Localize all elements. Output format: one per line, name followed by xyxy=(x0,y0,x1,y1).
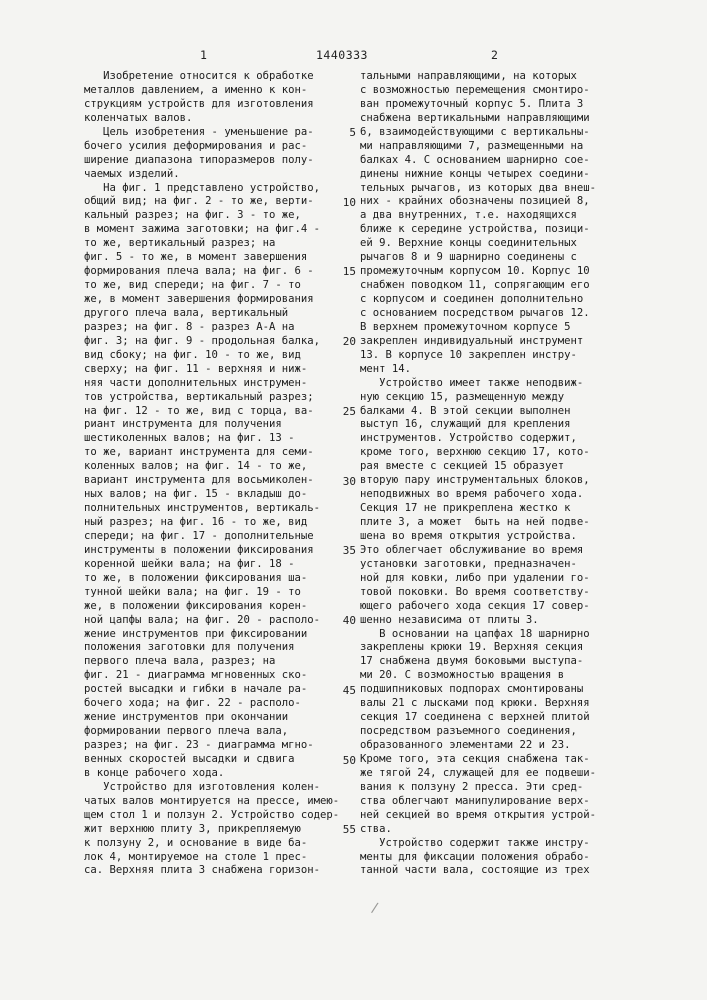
text-line: ростей высадки и гибки в начале ра- xyxy=(84,683,308,696)
text-line: шенно независима от плиты 3. xyxy=(360,613,539,626)
text-line: то же, вариант инструмента для семи- xyxy=(84,446,314,459)
text-line: тов устройства, вертикальный разрез; xyxy=(84,390,314,403)
text-line: 13. В корпусе 10 закреплен инстру- xyxy=(360,348,577,361)
text-line: бочего хода; на фиг. 22 - располо- xyxy=(84,697,301,710)
text-line: 17 снабжена двумя боковыми выступа- xyxy=(360,655,584,668)
text-line: ми 20. С возможностью вращения в xyxy=(360,669,565,682)
text-line: в момент зажима заготовки; на фиг.4 - xyxy=(84,223,320,236)
text-line: Это облегчает обслуживание во время xyxy=(360,543,584,556)
left-column-text xyxy=(84,70,352,878)
text-line: риант инструмента для получения xyxy=(84,418,282,431)
text-line: инструменты в положении фиксирования xyxy=(84,543,314,556)
text-line: ной цапфы вала; на фиг. 20 - располо- xyxy=(84,613,320,626)
text-line: то же, в положении фиксирования ша- xyxy=(84,571,308,584)
text-line: балках 4. С основанием шарнирно сое- xyxy=(360,153,590,166)
text-line: формировании первого плеча вала, xyxy=(84,725,289,738)
text-line: товой поковки. Во время соответству- xyxy=(360,585,590,598)
text-line: няя части дополнительных инструмен- xyxy=(84,376,308,389)
text-line: ближе к середине устройства, позици- xyxy=(360,223,590,236)
text-line: ный разрез; на фиг. 16 - то же, вид xyxy=(84,516,308,528)
patent-number: 1440333 xyxy=(316,48,368,62)
text-line: вания к ползуну 2 пресса. Эти сред- xyxy=(360,780,584,793)
text-line: секция 17 соединена с верхней плитой xyxy=(360,711,590,724)
line-number: 50 xyxy=(342,753,356,767)
text-line: же, в момент завершения формирования xyxy=(84,293,314,305)
text-line: Устройство для изготовления колен- xyxy=(84,780,320,793)
text-line: Устройство имеет также неподвиж- xyxy=(360,376,584,389)
text-line: Устройство содержит также инстру- xyxy=(360,836,590,849)
text-line: то же, вертикальный разрез; на xyxy=(84,237,276,250)
text-line: струкциям устройств для изготовления xyxy=(84,97,314,110)
text-line: фиг. 5 - то же, в момент завершения xyxy=(84,251,308,264)
text-line: выступ 16, служащий для крепления xyxy=(360,418,571,431)
text-line: жение инструментов при фиксировании xyxy=(84,627,308,640)
text-line: лок 4, монтируемое на столе 1 прес- xyxy=(84,850,308,863)
left-page-number: 1 xyxy=(200,48,208,62)
text-line: плите 3, а может быть на ней подве- xyxy=(360,516,590,528)
text-line: ван промежуточный корпус 5. Плита 3 xyxy=(360,97,584,110)
text-line: фиг. 3; на фиг. 9 - продольная балка, xyxy=(84,334,320,347)
text-line: ширение диапазона типоразмеров полу- xyxy=(84,153,314,166)
text-line: вариант инструмента для восьмиколен- xyxy=(84,474,314,487)
text-line: чаемых изделий. xyxy=(84,167,180,180)
text-line: тунной шейки вала; на фиг. 19 - то xyxy=(84,585,301,598)
text-line: разрез; на фиг. 23 - диаграмма мгно- xyxy=(84,739,314,751)
text-line: спереди; на фиг. 17 - дополнительные xyxy=(84,529,314,542)
text-line: Цель изобретения - уменьшение ра- xyxy=(84,125,314,138)
text-line: ющего рабочего хода секция 17 совер- xyxy=(360,599,590,612)
text-line: ми направляющими 7, размещенными на xyxy=(360,139,584,152)
text-line: формирования плеча вала; на фиг. 6 - xyxy=(84,265,314,278)
text-line: фиг. 21 - диаграмма мгновенных ско- xyxy=(84,669,308,682)
text-line: ных валов; на фиг. 15 - вкладыш до- xyxy=(84,488,308,501)
text-line: закреплен индивидуальный инструмент xyxy=(360,334,584,347)
line-number: 35 xyxy=(342,544,356,558)
text-line: венных скоростей высадки и сдвига xyxy=(84,752,295,765)
text-line: мент 14. xyxy=(360,362,412,375)
text-line: Секция 17 не прикреплена жестко к xyxy=(360,502,571,515)
text-line: чатых валов монтируется на прессе, имею- xyxy=(84,794,340,807)
text-line: вторую пару инструментальных блоков, xyxy=(360,474,590,487)
text-line: снабжен поводком 11, сопрягающим его xyxy=(360,279,590,292)
text-line: с возможностью перемещения смонтиро- xyxy=(360,83,590,96)
text-line: шестиколенных валов; на фиг. 13 - xyxy=(84,432,295,445)
text-line: полнительных инструментов, вертикаль- xyxy=(84,502,320,515)
text-line: На фиг. 1 представлено устройство, xyxy=(84,181,320,194)
text-line: же, в положении фиксирования корен- xyxy=(84,599,308,612)
text-line: а два внутренних, т.е. находящихся xyxy=(360,209,577,222)
text-line: бочего усилия деформирования и рас- xyxy=(84,139,308,152)
text-line: щем стол 1 и ползун 2. Устройство содер- xyxy=(84,808,340,821)
text-line: снабжена вертикальными направляющими xyxy=(360,111,590,124)
text-line: 6, взаимодействующими с вертикальны- xyxy=(360,125,590,138)
text-line: образованного элементами 22 и 23. xyxy=(360,739,571,751)
line-number: 40 xyxy=(342,614,356,628)
text-line: В основании на цапфах 18 шарнирно xyxy=(360,627,590,640)
text-line: коленных валов; на фиг. 14 - то же, xyxy=(84,460,308,473)
text-line: коленчатых валов. xyxy=(84,111,193,124)
line-number: 10 xyxy=(342,195,356,209)
text-line: разрез; на фиг. 8 - разрез А-А на xyxy=(84,320,295,333)
text-line: коренной шейки вала; на фиг. 18 - xyxy=(84,557,295,570)
text-line: менты для фиксации положения обрабо- xyxy=(360,850,590,863)
text-line: рычагов 8 и 9 шарнирно соединены с xyxy=(360,251,577,264)
text-line: первого плеча вала, разрез; на xyxy=(84,655,276,668)
gutter-line-numbers xyxy=(330,70,356,890)
text-line: с корпусом и соединен дополнительно xyxy=(360,293,584,305)
text-line: подшипниковых подпорах смонтированы xyxy=(360,683,584,696)
text-line: танной части вала, состоящие из трех xyxy=(360,864,590,877)
text-line: другого плеча вала, вертикальный xyxy=(84,306,289,319)
text-line: промежуточным корпусом 10. Корпус 10 xyxy=(360,265,590,278)
text-line: металлов давлением, а именно к кон- xyxy=(84,83,308,96)
line-number: 45 xyxy=(342,683,356,697)
text-line: неподвижных во время рабочего хода. xyxy=(360,488,584,501)
text-line: вид сбоку; на фиг. 10 - то же, вид xyxy=(84,348,301,361)
right-page-number: 2 xyxy=(491,48,499,62)
text-line: в конце рабочего хода. xyxy=(84,766,225,779)
line-number: 5 xyxy=(349,125,356,139)
line-number: 20 xyxy=(342,335,356,349)
text-line: жение инструментов при окончании xyxy=(84,711,289,724)
text-line: кальный разрез; на фиг. 3 - то же, xyxy=(84,209,301,222)
line-number: 15 xyxy=(342,265,356,279)
text-line: же тягой 24, служащей для ее подвеши- xyxy=(360,766,596,779)
text-line: посредством разъемного соединения, xyxy=(360,725,577,738)
line-number: 25 xyxy=(342,404,356,418)
text-line: тальными направляющими, на которых xyxy=(360,70,577,82)
text-line: закреплены крюки 19. Верхняя секция xyxy=(360,641,584,654)
text-line: рая вместе с секцией 15 образует xyxy=(360,460,565,473)
text-line: Кроме того, эта секция снабжена так- xyxy=(360,752,590,765)
text-line: с основанием посредством рычагов 12. xyxy=(360,306,590,319)
text-line: ства. xyxy=(360,822,392,835)
text-line: инструментов. Устройство содержит, xyxy=(360,432,577,445)
right-column-text xyxy=(360,70,628,878)
text-line: валы 21 с лысками под крюки. Верхняя xyxy=(360,697,590,710)
text-line: ней секцией во время открытия устрой- xyxy=(360,808,596,821)
text-line: общий вид; на фиг. 2 - то же, верти- xyxy=(84,195,314,208)
text-line: то же, вид спереди; на фиг. 7 - то xyxy=(84,279,301,292)
text-line: кроме того, верхнюю секцию 17, кото- xyxy=(360,446,590,459)
text-line: шена во время открытия устройства. xyxy=(360,529,577,542)
line-number: 30 xyxy=(342,474,356,488)
text-line: динены нижние концы четырех соедини- xyxy=(360,167,590,180)
line-number: 55 xyxy=(342,823,356,837)
text-line: к ползуну 2, и основание в виде ба- xyxy=(84,836,308,849)
stray-mark: / xyxy=(369,900,380,917)
text-line: на фиг. 12 - то же, вид с торца, ва- xyxy=(84,404,314,417)
text-line: балками 4. В этой секции выполнен xyxy=(360,404,571,417)
text-line: Изобретение относится к обработке xyxy=(84,70,314,82)
text-line: ства облегчают манипулирование верх- xyxy=(360,794,590,807)
text-line: положения заготовки для получения xyxy=(84,641,295,654)
text-line: ную секцию 15, размещенную между xyxy=(360,390,565,403)
text-line: жит верхнюю плиту 3, прикрепляемую xyxy=(84,822,301,835)
text-line: ей 9. Верхние концы соединительных xyxy=(360,237,577,250)
text-line: установки заготовки, предназначен- xyxy=(360,557,577,570)
text-line: тельных рычагов, из которых два внеш- xyxy=(360,181,596,194)
text-line: них - крайних обозначены позицией 8, xyxy=(360,195,590,208)
text-line: сверху; на фиг. 11 - верхняя и ниж- xyxy=(84,362,308,375)
text-line: ной для ковки, либо при удалении го- xyxy=(360,571,590,584)
text-line: са. Верхняя плита 3 снабжена горизон- xyxy=(84,864,320,877)
text-line: В верхнем промежуточном корпусе 5 xyxy=(360,320,571,333)
